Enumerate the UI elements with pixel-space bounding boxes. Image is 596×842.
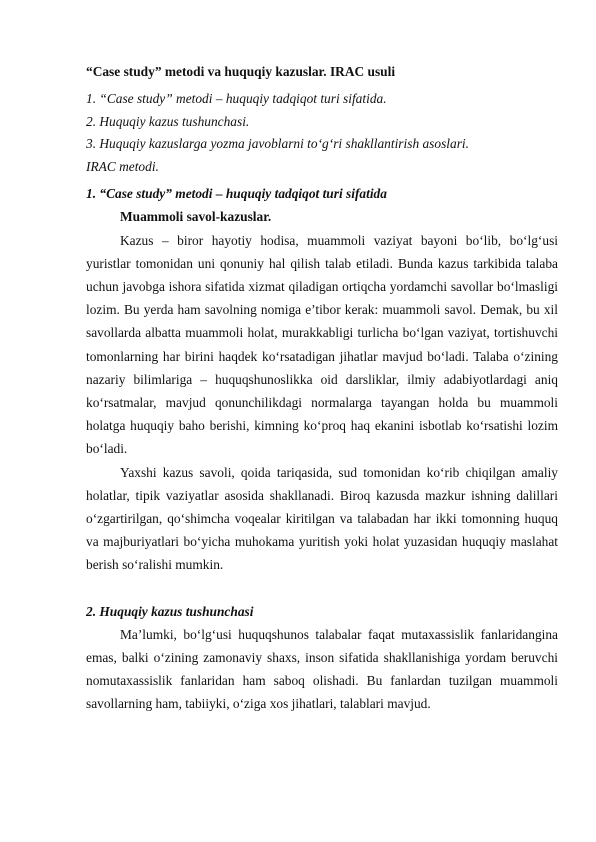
section-2-heading: 2. Huquqiy kazus tushunchasi xyxy=(86,603,254,619)
section-1-subheading: Muammoli savol-kazuslar. xyxy=(120,209,272,225)
body-paragraph: Kazus – biror hayotiy hodisa, muammoli vaziyat bayoni bo‘lib, bo‘lg‘usi yuristlar tomonidan uni qonuniy hal qilish talab etiladi. Bunda kazus tarkibida talaba uchun javobga ishora sifatida xizmat qiladigan ortiqcha yordamchi savollar bo‘lmasligi lozim. Bu yerda ham savolning nomiga e’tibor kerak: muammoli savol. Demak, bu xil savollarda albatta muammoli holat, murakkabligi turlicha bo‘lgan vaziyat, tortishuvchi tomonlarning har birini haqdek ko‘rsatadigan jihatlar mavjud bo‘ladi. Talaba o‘zining nazariy bilimlariga – huquqshunoslikka oid darsliklar, ilmiy adabiyotlardagi aniq ko‘rsatmalar, mavjud qonunchilikdagi normalarga tayangan holda bu muammoli holatga huquqiy baho berishi, kimning ko‘proq haq ekanini isbotlab ko‘rsatishi lozim bo‘ladi. xyxy=(86,232,558,457)
body-paragraph: Yaxshi kazus savoli, qoida tariqasida, sud tomonidan ko‘rib chiqilgan amaliy holatlar, tipik vaziyatlar asosida shakllanadi. Biroq kazusda mazkur ishning dalillari o‘zgartirilgan, qo‘shimcha voqealar kiritilgan va talabadan har ikki tomonning huquq va majburiyatlari bo‘yicha muhokama yuritish yoki holat yuzasidan huquqiy maslahat berish so‘ralishi mumkin. xyxy=(86,464,558,573)
section-spacer xyxy=(86,577,558,600)
toc-item: IRAC metodi. xyxy=(86,158,159,174)
document-title: “Case study” metodi va huquqiy kazuslar. IRAC usuli xyxy=(86,64,396,79)
body-paragraph: Ma’lumki, bo‘lg‘usi huquqshunos talabalar faqat mutaxassislik fanlaridangina emas, balki o‘zining zamonaviy shaxs, inson sifatida shakllanishiga yordam beruvchi nomutaxassislik fanlaridan ham saboq olishadi. Bu fanlardan tuzilgan muammoli savollarning ham, tabiiyki, o‘ziga xos jihatlari, talablari mavjud. xyxy=(86,626,558,712)
section-1-heading: 1. “Case study” metodi – huquqiy tadqiqot turi sifatida xyxy=(86,186,387,202)
toc-item: 1. “Case study” metodi – huquqiy tadqiqot turi sifatida. xyxy=(86,91,387,107)
table-of-contents xyxy=(86,88,558,178)
toc-item: 2. Huquqiy kazus tushunchasi. xyxy=(86,113,250,129)
toc-item: 3. Huquqiy kazuslarga yozma javoblarni to‘g‘ri shakllantirish asoslari. xyxy=(86,136,469,152)
document-body xyxy=(86,60,558,716)
